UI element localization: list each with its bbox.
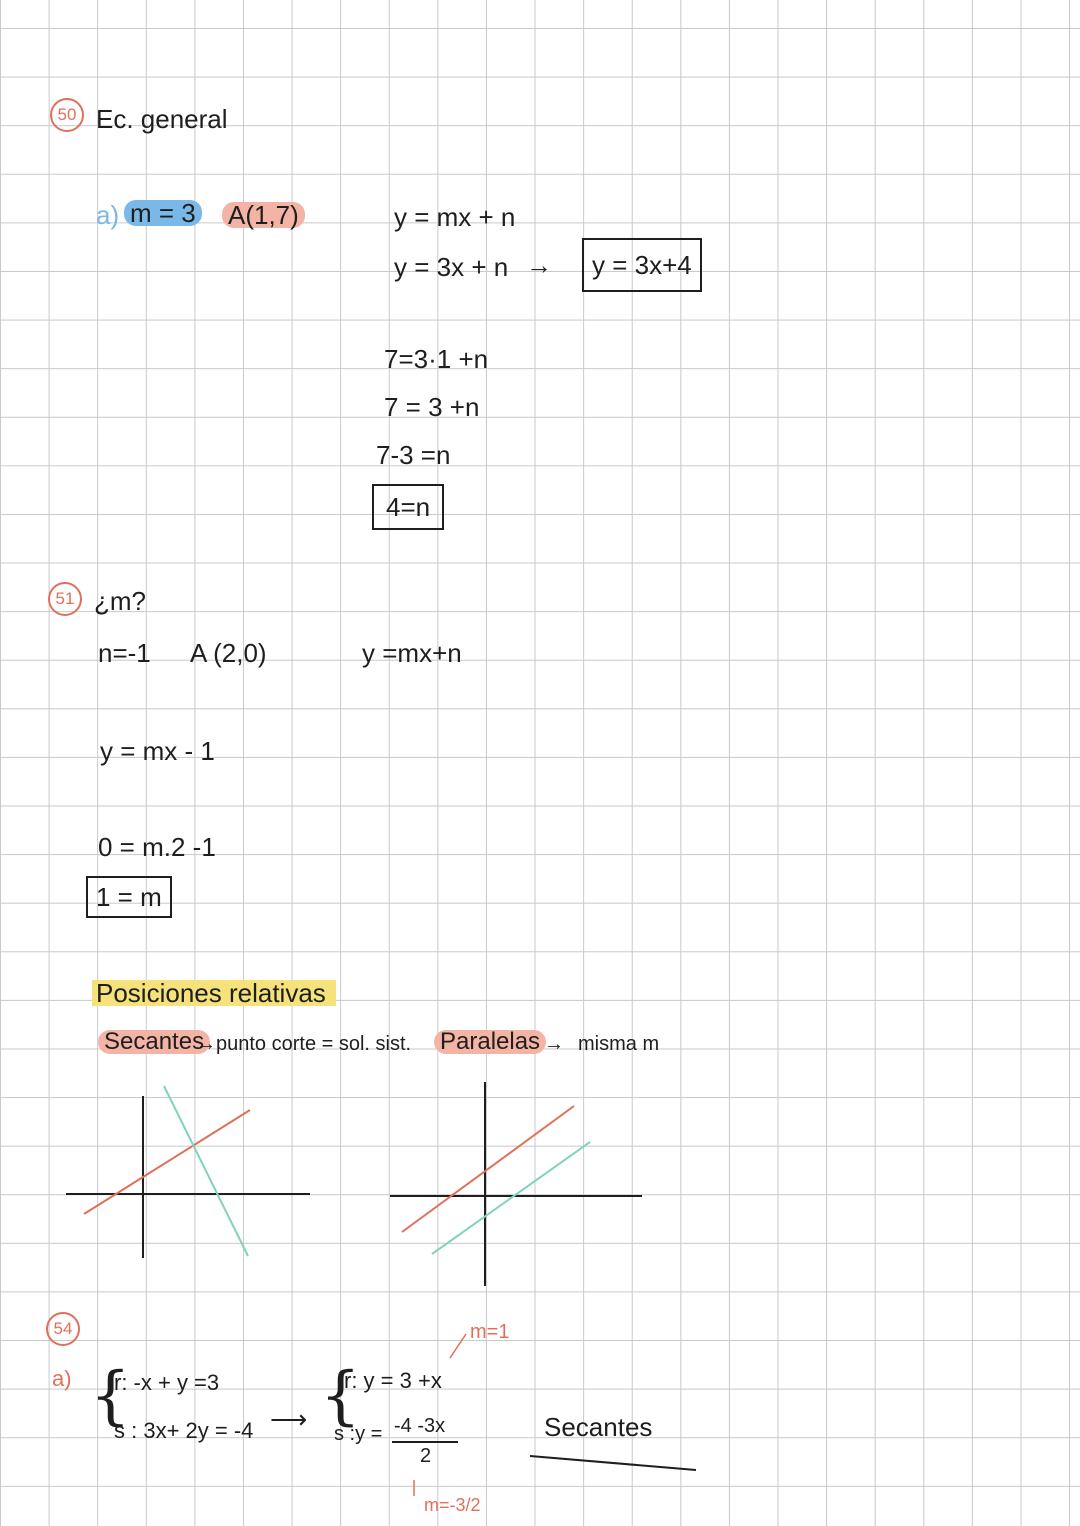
exercise-51-title: ¿m?	[94, 586, 146, 616]
exercise-54-number: 54	[46, 1312, 80, 1346]
slope-r-note: m=1	[470, 1321, 510, 1343]
secantes-description: →punto corte = sol. sist.	[196, 1033, 412, 1055]
m-result: 1 = m	[86, 876, 172, 918]
system-s-equation: s : 3x+ 2y = -4	[114, 1418, 254, 1443]
step-1-51: y = mx - 1	[100, 736, 215, 766]
slope-value: m = 3	[124, 200, 202, 226]
r-solved: r: y = 3 +x	[344, 1368, 442, 1393]
general-equation-51: y =mx+n	[362, 638, 462, 668]
n-result: 4=n	[372, 484, 444, 530]
s-denominator: 2	[420, 1445, 432, 1467]
exercise-50-title: Ec. general	[96, 104, 228, 134]
secant-line-teal	[164, 1086, 248, 1256]
given-point: A(1,7)	[222, 202, 305, 228]
section-heading: Posiciones relativas	[92, 980, 336, 1006]
right-system-brace: {	[320, 1359, 361, 1433]
system-arrow: ⟶	[270, 1404, 308, 1434]
paralelas-description: misma m	[578, 1033, 660, 1055]
conclusion-underline	[530, 1456, 696, 1470]
left-brace: {	[90, 1359, 131, 1433]
step-3: 7-3 =n	[376, 440, 451, 470]
final-equation: y = 3x+4	[582, 238, 702, 292]
exercise-51-number: 51	[48, 582, 82, 616]
general-equation: y = mx + n	[394, 202, 516, 232]
step-1: 7=3·1 +n	[384, 344, 489, 374]
parallel-line-teal	[432, 1142, 590, 1254]
s-numerator: -4 -3x	[394, 1415, 446, 1437]
system-r-equation: r: -x + y =3	[114, 1370, 220, 1395]
part-a-label: a)	[96, 200, 120, 230]
part-a-label-54: a)	[52, 1366, 72, 1391]
s-solved-prefix: s :y =	[334, 1423, 383, 1445]
arrow-m-r	[450, 1334, 466, 1358]
step-2: 7 = 3 +n	[384, 392, 480, 422]
paralelas-label: Paralelas	[434, 1030, 546, 1054]
arrow-right: →	[526, 250, 552, 280]
substituted-equation: y = 3x + n	[394, 252, 509, 282]
step-2-51: 0 = m.2 -1	[98, 832, 216, 862]
given-point-51: A (2,0)	[190, 638, 267, 668]
paralelas-arrow: →	[544, 1033, 564, 1055]
secantes-label: Secantes	[98, 1030, 210, 1054]
exercise-50-number: 50	[50, 98, 84, 132]
secant-line-orange	[84, 1110, 250, 1214]
conclusion: Secantes	[544, 1412, 653, 1442]
n-value: n=-1	[98, 638, 151, 668]
slope-s-note: m=-3/2	[424, 1495, 481, 1515]
